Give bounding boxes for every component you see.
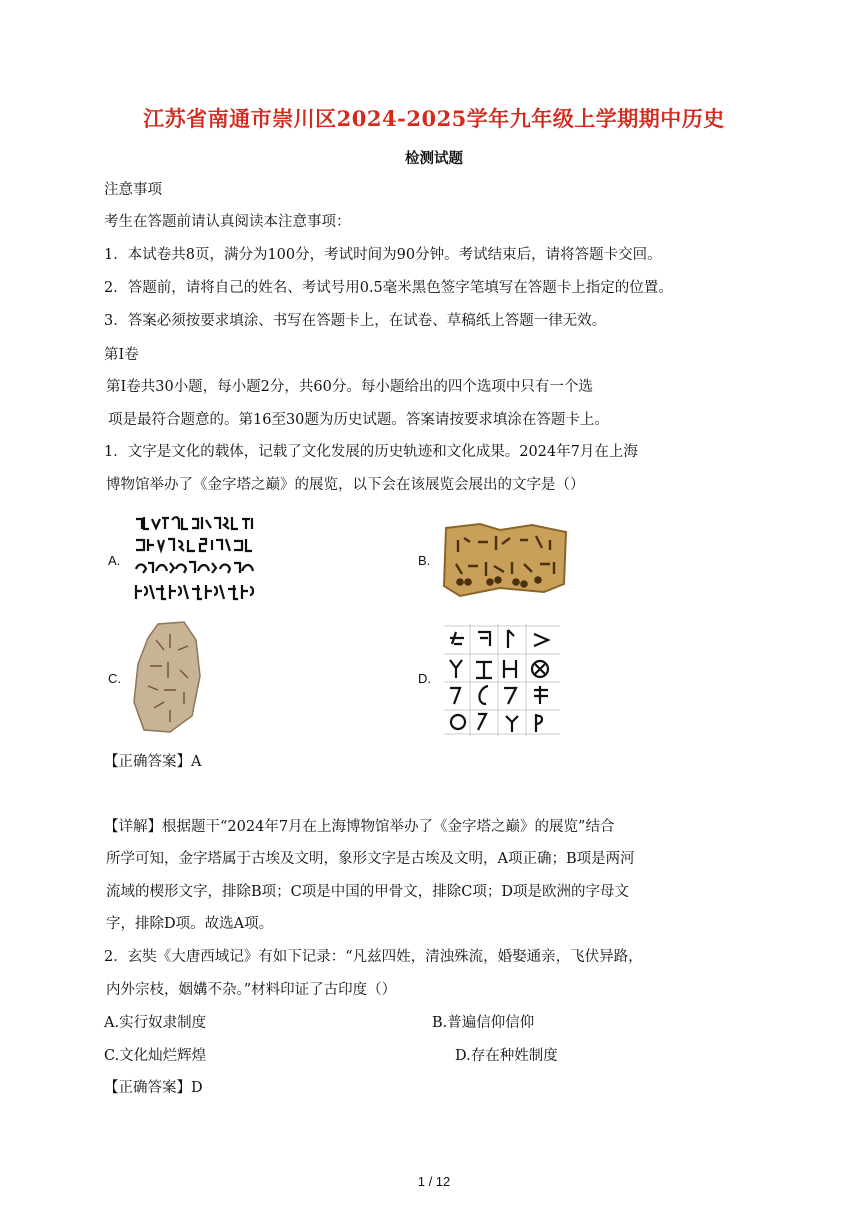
q1-stem-line2: 博物馆举办了《金字塔之巅》的展览，以下会在该展览会展出的文字是（） (106, 477, 585, 493)
q2-option-a: A.实行奴隶制度 (104, 1015, 207, 1031)
section-label: 第Ⅰ卷 (104, 347, 139, 363)
document-title: 江苏省南通市崇川区2024-2025学年九年级上学期期中历史 (143, 106, 725, 131)
notice-item-1: 1．本试卷共8页，满分为100分，考试时间为90分钟。考试结束后，请将答题卡交回。 (104, 247, 662, 263)
q1-option-a-label: A. (108, 553, 121, 568)
q1-detail-line1: 【详解】根据题干“2024年7月在上海博物馆举办了《金字塔之巅》的展览”结合 (104, 819, 615, 835)
q1-option-d-label: D. (418, 671, 431, 686)
notice-item-3: 3．答案必须按要求填涂、书写在答题卡上，在试卷、草稿纸上答题一律无效。 (104, 313, 607, 329)
document-subtitle: 检测试题 (405, 150, 463, 167)
q1-detail-line3: 流域的楔形文字，排除B项；C项是中国的甲骨文，排除C项；D项是欧洲的字母文 (106, 884, 629, 900)
q2-stem-line2: 内外宗枝，姻媾不杂。”材料印证了古印度（） (106, 982, 397, 998)
hieroglyph-image (134, 515, 256, 611)
notice-heading: 注意事项 (104, 182, 162, 198)
page-number: 1 / 12 (417, 1174, 451, 1189)
q2-option-c: C.文化灿烂辉煌 (104, 1048, 207, 1064)
q1-detail-line4: 字，排除D项。故选A项。 (106, 916, 274, 932)
oracle-bone-image (130, 620, 202, 740)
q2-stem-line1: 2．玄奘《大唐西域记》有如下记录：“凡兹四姓，清浊殊流，婚娶通亲，飞伏异路， (104, 949, 643, 965)
q2-option-d: D.存在种姓制度 (455, 1048, 558, 1064)
notice-intro: 考生在答题前请认真阅读本注意事项： (104, 214, 351, 230)
section-desc-line2: 项是最符合题意的。第16至30题为历史试题。答案请按要求填涂在答题卡上。 (108, 412, 609, 428)
q1-answer: 【正确答案】A (104, 754, 202, 770)
cuneiform-tablet-image (440, 522, 570, 602)
q1-detail-line2: 所学可知，金字塔属于古埃及文明，象形文字是古埃及文明，A项正确；B项是两河 (106, 851, 635, 867)
q1-stem-line1: 1．文字是文化的载体，记载了文化发展的历史轨迹和文化成果。2024年7月在上海 (104, 444, 638, 460)
q1-option-b-label: B. (418, 553, 431, 568)
q2-answer: 【正确答案】D (104, 1080, 203, 1096)
q2-option-b: B.普遍信仰信仰 (432, 1015, 535, 1031)
q1-option-c-label: C. (108, 671, 121, 686)
alphabet-table-image (444, 624, 560, 740)
section-desc-line1: 第Ⅰ卷共30小题，每小题2分，共60分。每小题给出的四个选项中只有一个选 (106, 379, 593, 395)
notice-item-2: 2．答题前，请将自己的姓名、考试号用0.5毫米黑色签字笔填写在答题卡上指定的位置。 (104, 280, 673, 296)
